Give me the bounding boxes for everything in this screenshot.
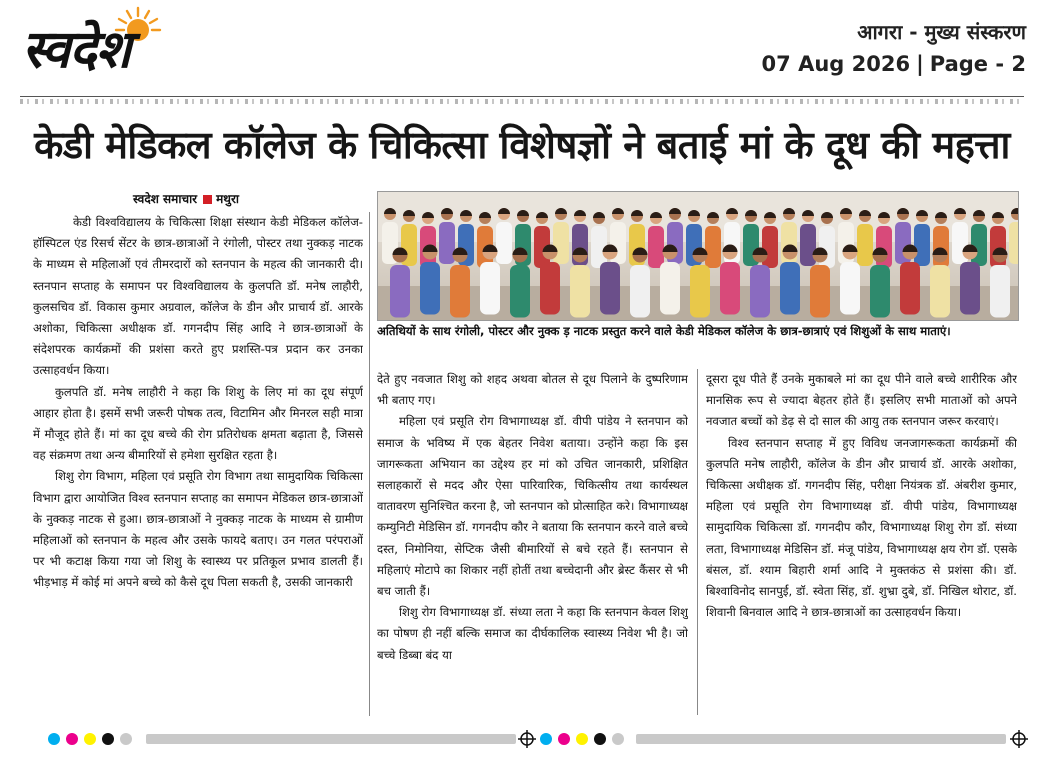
person-figure: [705, 226, 721, 268]
article-column-1: [33, 212, 363, 718]
column-divider: [697, 369, 698, 715]
registration-dot: [558, 733, 570, 745]
registration-dot: [594, 733, 606, 745]
person-figure: [900, 262, 920, 315]
person-figure: [439, 222, 455, 264]
person-figure: [762, 226, 778, 268]
masthead: [0, 0, 1044, 96]
byline: [133, 190, 239, 210]
paragraph: केडी विश्वविद्यालय के चिकित्सा शिक्षा संस्थान केडी मेडिकल कॉलेज-हॉस्पिटल एंड रिसर्च सेंटर के छात्र-छात्राओं ने रंगोली, पोस्टर तथा नुक्कड़ नाटक के माध्यम से महिलाओं एवं तीमरदारों को स्तनपान के महत्व की जानकारी दी। स्तनपान सप्ताह के समापन पर विश्वविद्यालय के कुलपति डॉ. मनेष लाहौरी, कुलसचिव डॉ. विकास कुमार अग्रवाल, कॉलेज के डीन और प्राचार्य डॉ. आरके अशोका, चिकित्सा अधीक्षक डॉ. गगनदीप सिंह आदि ने छात्र-छात्राओं के संदेशपरक कार्यक्रमों की प्रशंसा करते हुए प्रशस्ति-पत्र प्रदान कर उनका उत्साहवर्धन किया।: [33, 215, 363, 378]
registration-dot: [576, 733, 588, 745]
logo-wordmark: स्वदेश: [22, 20, 131, 80]
separator: |: [916, 52, 924, 76]
divider: [20, 96, 1024, 97]
paragraph: दूसरा दूध पीते हैं उनके मुकाबले मां का दूध पीने वाले बच्चे शारीरिक और मानसिक रूप से ज्यादा बेहतर होते हैं। इसलिए सभी माताओं को अपने नवजात बच्चों को डेढ़ से दो साल की आयु तक स्तनपान जरूर करवाएं।: [706, 372, 1017, 429]
print-registration-strip: [0, 726, 1044, 756]
person-figure: [780, 262, 800, 315]
registration-dot: [66, 733, 78, 745]
group-photo-illustration: [378, 192, 1018, 320]
registration-dot: [48, 733, 60, 745]
person-figure: [857, 224, 873, 266]
person-figure: [510, 265, 530, 318]
person-figure: [690, 265, 710, 318]
page-label: Page -: [929, 52, 1005, 76]
article-column-3: [706, 369, 1017, 715]
person-figure: [914, 224, 930, 266]
person-figure: [450, 265, 470, 318]
paragraph: शिशु रोग विभाग, महिला एवं प्रसूति रोग विभाग तथा सामुदायिक चिकित्सा विभाग द्वारा आयोजित विश्व स्तनपान सप्ताह का समापन मेडिकल छात्र-छात्राओं के नुक्कड़ नाटक से हुआ। छात्र-छात्राओं ने नुक्कड़ नाटक के माध्यम से ग्रामीण महिलाओं को स्तनपान के महत्व और उसके फायदे बताए। उन गलत परंपराओं पर भी कटाक्ष किया गया जो शिशु के स्वास्थ्य पर प्रतिकूल प्रभाव डालती हैं। भीड़भाड़ में कोई मां अपने बच्चे को कैसे दूध पिला सकती है, उसकी जानकारी: [33, 469, 363, 590]
column-divider: [369, 212, 370, 716]
cropped-text-strip: [20, 99, 1024, 104]
person-figure: [570, 265, 590, 318]
person-figure: [390, 265, 410, 318]
byline-source: स्वदेश समाचार: [133, 192, 198, 206]
person-figure: [480, 262, 500, 315]
person-figure: [648, 226, 664, 268]
person-figure: [660, 262, 680, 315]
registration-bar: [146, 734, 516, 744]
person-figure: [870, 265, 890, 318]
registration-bar: [636, 734, 1006, 744]
registration-dot: [612, 733, 624, 745]
person-figure: [960, 262, 980, 315]
person-figure: [800, 224, 816, 266]
person-figure: [420, 262, 440, 315]
person-figure: [990, 265, 1010, 318]
paragraph: विश्व स्तनपान सप्ताह में हुए विविध जनजागरूकता कार्यक्रमों की कुलपति मनेष लाहौरी, कॉलेज के डीन और प्राचार्य डॉ. आरके अशोका, चिकित्सा अधीक्षक डॉ. गगनदीप सिंह, परीक्षा नियंत्रक डॉ. अंबरीश कुमार, महिला एवं प्रसूति रोग विभागाध्यक्ष डॉ. वीपी पांडेय, विभागाध्यक्ष सामुदायिक चिकित्सा डॉ. गगनदीप कौर, विभागाध्यक्ष शिशु रोग डॉ. संध्या लता, विभागाध्यक्ष मेडिसिन डॉ. मंजू पांडेय, विभागाध्यक्ष क्षय रोग डॉ. एसके बंसल, डॉ. श्याम बिहारी शर्मा आदि ने मुक्तकंठ से प्रशंसा की। डॉ. बिश्वाविनोद सानपुर्ई, डॉ. स्वेता सिंह, डॉ. शुभ्रा दुबे, डॉ. निखिल थोराट, डॉ. शिवानी बिनवाल आदि ने छात्र-छात्राओं का उत्साहवर्धन किया।: [706, 435, 1017, 620]
byline-city: मथुरा: [216, 192, 239, 206]
paragraph: देते हुए नवजात शिशु को शहद अथवा बोतल से दूध पिलाने के दुष्परिणाम भी बताए गए।: [377, 372, 688, 408]
person-figure: [630, 265, 650, 318]
paragraph: महिला एवं प्रसूति रोग विभागाध्यक्ष डॉ. वीपी पांडेय ने स्तनपान को समाज के भविष्य में एक बेहतर निवेश बताया। उन्होंने कहा कि इस जागरूकता अभियान का उद्देश्य हर मां को उचित जानकारी, प्रशिक्षित सलाहकारों से मदद और ऐसा पारिवारिक, चिकित्सीय तथा कार्यस्थल वातावरण सुनिश्चित करना है, जो स्तनपान को प्रोत्साहित करे। विभागाध्यक्ष कम्युनिटी मेडिसिन डॉ. गगनदीप कौर ने बताया कि स्तनपान करने वाले बच्चे दस्त, निमोनिया, सेप्टिक जैसी बीमारियों से बचे रहते हैं। स्तनपान से महिलाएं मोटापे का शिकार नहीं होतीं तथा बच्चेदानी और ब्रेस्ट कैंसर से भी बच जाती हैं।: [377, 414, 688, 599]
person-figure: [840, 262, 860, 315]
crosshair-icon: [518, 730, 536, 748]
edition-name: आगरा - मुख्य संस्करण: [857, 20, 1026, 44]
person-figure: [971, 224, 987, 266]
person-figure: [540, 262, 560, 315]
paragraph: शिशु रोग विभागाध्यक्ष डॉ. संध्या लता ने कहा कि स्तनपान केवल शिशु का पोषण ही नहीं बल्कि समाज का दीर्घकालिक स्वास्थ्य निवेश भी है। जो बच्चे डिब्बा बंद या: [377, 605, 688, 662]
registration-dot: [84, 733, 96, 745]
registration-dot: [102, 733, 114, 745]
article-column-2: [377, 369, 688, 715]
photo-caption: अतिथियों के साथ रंगोली, पोस्टर और नुक्क ड़ नाटक प्रस्तुत करने वाले केडी मेडिकल कॉलेज के छात्र-छात्राएं एवं शिशुओं के साथ माताएं।: [377, 324, 951, 338]
person-figure: [930, 265, 950, 318]
group-photo: [377, 191, 1019, 321]
person-figure: [553, 222, 569, 264]
person-figure: [810, 265, 830, 318]
newspaper-logo: [20, 6, 252, 92]
byline-square-icon: [203, 195, 212, 204]
person-figure: [1009, 222, 1018, 264]
registration-dot: [540, 733, 552, 745]
person-figure: [720, 262, 740, 315]
person-figure: [600, 262, 620, 315]
crosshair-icon: [1010, 730, 1028, 748]
article-headline: केडी मेडिकल कॉलेज के चिकित्सा विशेषज्ञों ने बताई मां के दूध की महत्ता: [34, 123, 1010, 167]
registration-dot: [120, 733, 132, 745]
issue-date: 07 Aug 2026: [761, 52, 911, 76]
paragraph: कुलपति डॉ. मनेष लाहौरी ने कहा कि शिशु के लिए मां का दूध संपूर्ण आहार होता है। इसमें सभी जरूरी पोषक तत्व, विटामिन और मिनरल सही मात्रा में मौजूद होते हैं। मां का दूध बच्चे की रोग प्रतिरोधक क्षमता बढ़ाता है, जिससे वह संक्रमण तथा अन्य बीमारियों से हमेशा सुरक्षित रहता है।: [33, 384, 363, 463]
page-number: 2: [1011, 52, 1026, 76]
person-figure: [496, 222, 512, 264]
person-figure: [750, 265, 770, 318]
issue-info: [762, 52, 1026, 76]
